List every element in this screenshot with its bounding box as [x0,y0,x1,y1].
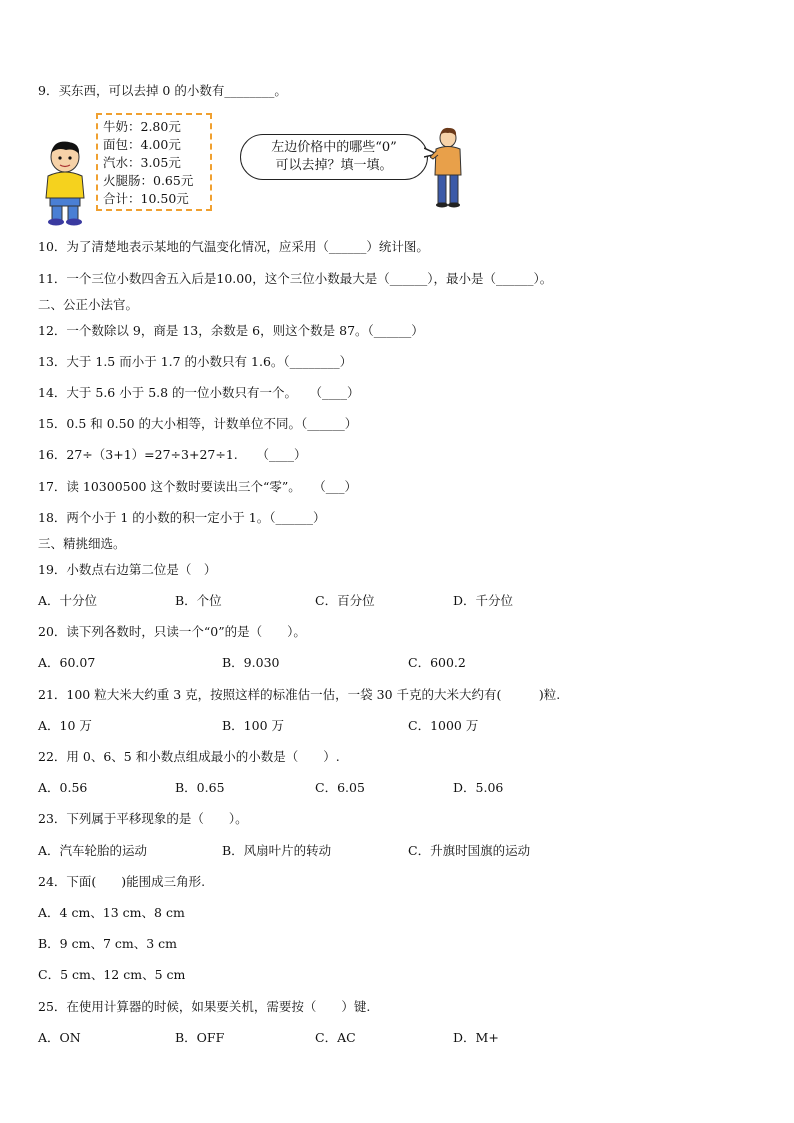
q25-option-a[interactable]: A．ON [38,1030,81,1045]
question-25: 25．在使用计算器的时候，如果要关机，需要按（ ）键. [38,999,371,1014]
question-12: 12．一个数除以 9，商是 13，余数是 6，则这个数是 87。（______） [38,323,424,338]
q21-option-b[interactable]: B．100 万 [222,718,285,733]
q20-option-c[interactable]: C．600.2 [408,655,466,670]
q22-option-c[interactable]: C．6.05 [315,780,365,795]
boy-illustration [38,140,92,226]
question-13: 13．大于 1.5 而小于 1.7 的小数只有 1.6。（________） [38,354,353,369]
q19-option-c[interactable]: C．百分位 [315,593,375,608]
price-list-box [96,113,212,211]
price-soda: 汽水：3.05元 [103,155,181,170]
q19-option-b[interactable]: B．个位 [175,593,222,608]
section-2-heading: 二、公正小法官。 [38,297,139,312]
bubble-line-1: 左边价格中的哪些“0” [271,140,397,155]
question-22: 22．用 0、6、5 和小数点组成最小的小数是（ ）. [38,749,340,764]
q19-option-d[interactable]: D．千分位 [453,593,514,608]
q24-option-a[interactable]: A．4 cm、13 cm、8 cm [38,905,185,920]
q23-option-a[interactable]: A．汽车轮胎的运动 [38,843,148,858]
q24-option-b[interactable]: B．9 cm、7 cm、3 cm [38,936,178,951]
q23-option-c[interactable]: C．升旗时国旗的运动 [408,843,531,858]
price-bread: 面包：4.00元 [103,137,181,152]
question-14: 14．大于 5.6 小于 5.8 的一位小数只有一个。 （____） [38,385,360,400]
question-17: 17．读 10300500 这个数时要读出三个“零”。 （___） [38,479,358,494]
question-23: 23．下列属于平移现象的是（ ）。 [38,811,248,826]
q24-option-c[interactable]: C．5 cm、12 cm、5 cm [38,967,186,982]
q22-option-d[interactable]: D．5.06 [453,780,504,795]
q22-option-a[interactable]: A．0.56 [38,780,88,795]
q23-option-b[interactable]: B．风扇叶片的转动 [222,843,332,858]
question-19: 19．小数点右边第二位是（ ） [38,562,217,577]
q19-option-a[interactable]: A．十分位 [38,593,98,608]
q25-option-b[interactable]: B．OFF [175,1030,225,1045]
price-total: 合计：10.50元 [103,191,189,206]
section-3-heading: 三、精挑细选。 [38,536,126,551]
question-16: 16．27÷（3+1）=27÷3+27÷1. （____） [38,447,307,462]
question-21: 21．100 粒大米大约重 3 克，按照这样的标准估一估，一袋 30 千克的大米大约有( )粒. [38,687,561,702]
question-24: 24．下面( )能围成三角形. [38,874,206,889]
price-milk: 牛奶：2.80元 [103,119,181,134]
question-9: 9．买东西，可以去掉 0 的小数有________。 [38,83,287,98]
question-10: 10．为了清楚地表示某地的气温变化情况，应采用（______）统计图。 [38,239,429,254]
question-15: 15．0.5 和 0.50 的大小相等，计数单位不同。（______） [38,416,358,431]
question-20: 20．读下列各数时，只读一个“0”的是（ ）。 [38,624,306,639]
speech-bubble [240,134,428,180]
q20-option-a[interactable]: A．60.07 [38,655,96,670]
bubble-line-2: 可以去掉？填一填。 [275,158,393,173]
price-sausage: 火腿肠：0.65元 [103,173,194,188]
q22-option-b[interactable]: B．0.65 [175,780,225,795]
q21-option-a[interactable]: A．10 万 [38,718,92,733]
q21-option-c[interactable]: C．1000 万 [408,718,479,733]
question-18: 18．两个小于 1 的小数的积一定小于 1。（______） [38,510,326,525]
question-11: 11．一个三位小数四舍五入后是10.00，这个三位小数最大是（______），最小是（______）。 [38,271,553,286]
man-illustration [430,127,466,209]
q20-option-b[interactable]: B．9.030 [222,655,280,670]
q25-option-d[interactable]: D．M+ [453,1030,499,1045]
q25-option-c[interactable]: C．AC [315,1030,356,1045]
